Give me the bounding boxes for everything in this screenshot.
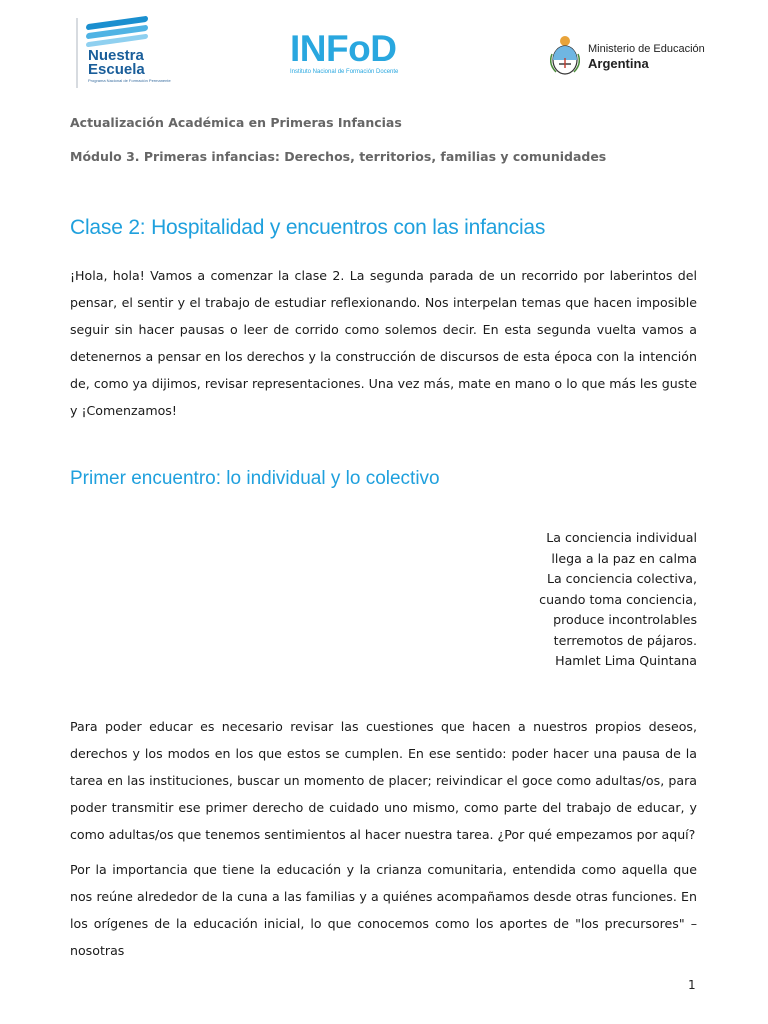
logo-text-line1: Nuestra [88,47,144,64]
infod-logo [290,30,420,80]
poem-author: Hamlet Lima Quintana [555,653,697,668]
ministerio-logo [550,32,705,80]
logo-tagline: Programa Nacional de Formación Permanente [88,78,171,83]
poem-line: La conciencia colectiva, [546,571,697,586]
page-number: 1 [688,978,696,992]
coat-of-arms-icon [550,34,580,76]
nuestra-escuela-logo [76,14,171,88]
poem-line: produce incontrolables [553,612,697,627]
poem-line: La conciencia individual [546,530,697,545]
class-title: Clase 2: Hospitalidad y encuentros con las infancias [70,216,546,239]
logo-text-line2: Escuela [88,61,145,78]
body-paragraph-3: Por la importancia que tiene la educación y la crianza comunitaria, entendida como aquella que nos reúne alrededor de la cuna a las familias y a quiénes acompañamos desde otras funciones. En los orígenes de la educación inicial, lo que conocemos como los aportes de "los precursores" –nosotras [70,862,697,958]
poem-line: terremotos de pájaros. [553,632,697,648]
logo-divider [76,18,78,88]
section-title: Primer encuentro: lo individual y lo colectivo [70,468,440,489]
intro-paragraph: ¡Hola, hola! Vamos a comenzar la clase 2. La segunda parada de un recorrido por laberintos del pensar, el sentir y el trabajo de estudiar reflexionando. Nos interpelan temas que hacen imposible seguir sin hacer pausas o leer de corrido como solemos decir. En esta segunda vuelta vamos a detenernos a pensar en los derechos y la construcción de discursos de esta época con la intención de, como ya dijimos, revisar representaciones. Una vez más, mate en mano o lo que más les guste y ¡Comenzamos! [70,268,697,418]
ministerio-line1: Ministerio de Educación [588,43,705,55]
course-subtitle: Actualización Académica en Primeras Infancias [70,115,402,130]
infod-tagline: Instituto Nacional de Formación Docente [290,69,399,75]
module-subtitle: Módulo 3. Primeras infancias: Derechos, territorios, familias y comunidades [70,149,607,164]
body-paragraph-2: Para poder educar es necesario revisar las cuestiones que hacen a nuestros propios deseos, derechos y los modos en los que estos se cumplen. En ese sentido: poder hacer una pausa de la tarea en las instituciones, buscar un momento de placer; reivindicar el goce como adultas/os, para poder transmitir ese primer derecho de cuidado uno mismo, como parte del trabajo de educar, y como adultas/os que tenemos sentimientos al hacer nuestra tarea. ¿Por qué empezamos por aquí? [70,719,697,842]
page-header [0,0,768,100]
poem-line: llega a la paz en calma [551,550,697,566]
infod-name: INFoD [290,28,397,69]
epigraph-poem [539,528,697,672]
poem-line: cuando toma conciencia, [539,591,697,607]
ministerio-line2: Argentina [588,56,649,71]
